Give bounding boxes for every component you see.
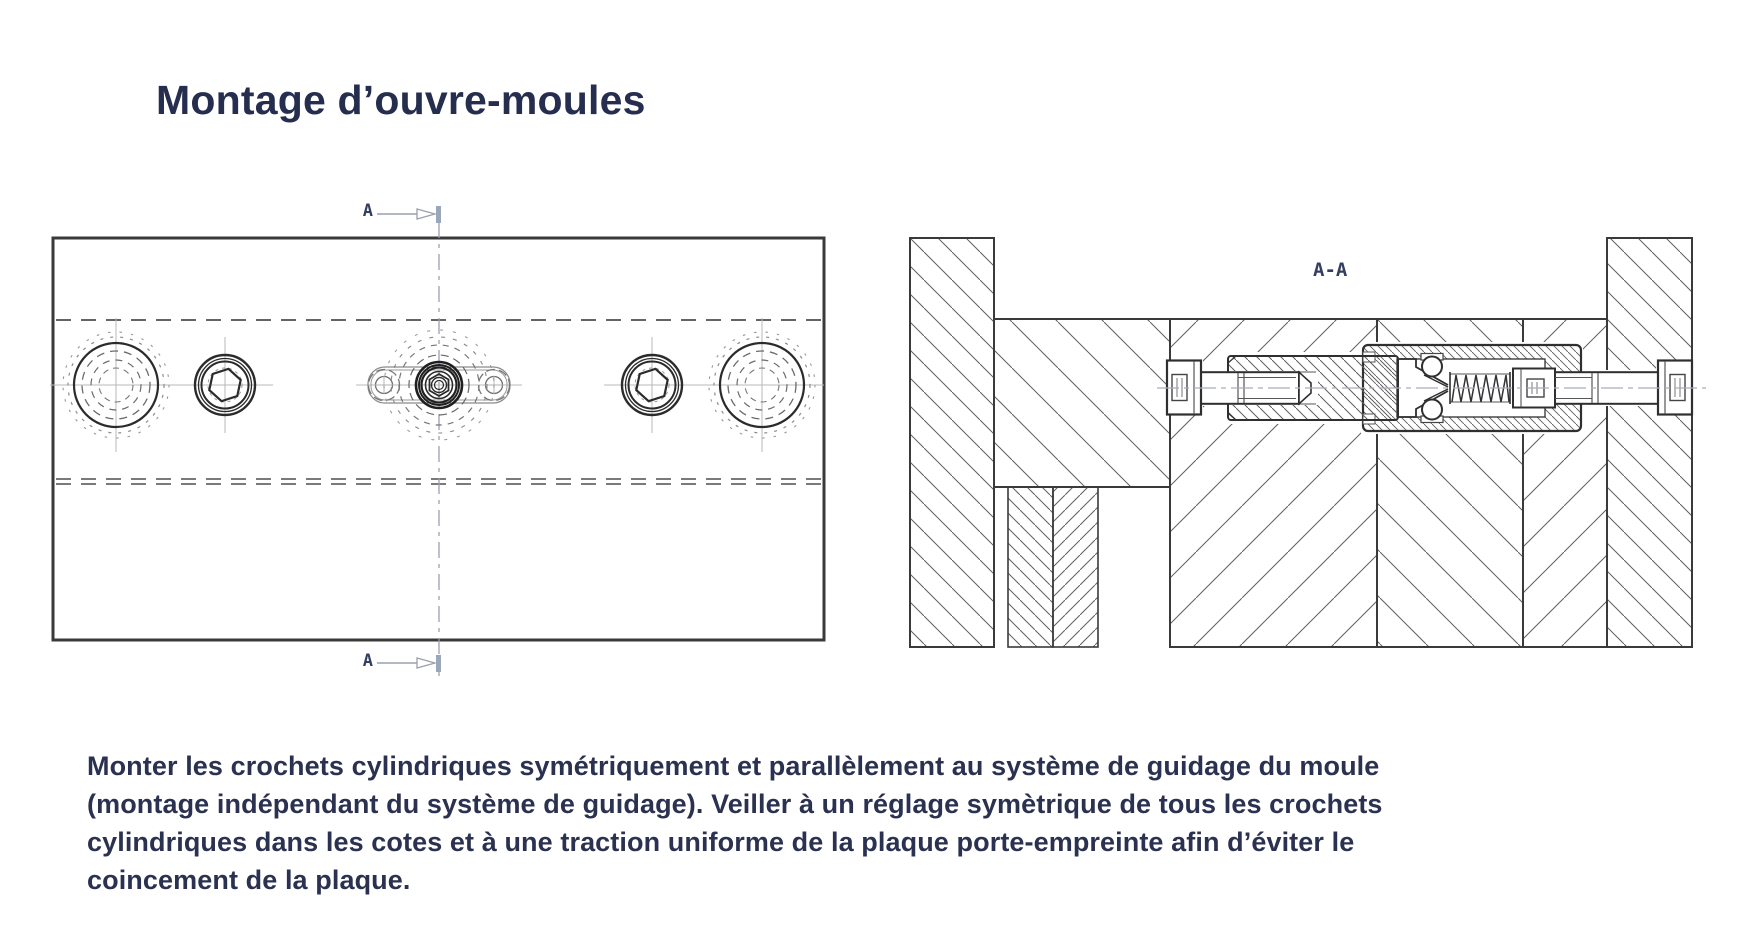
hook-hole-left [50, 318, 182, 452]
socket-screw-right [604, 337, 700, 433]
instruction-line: cylindriques dans les cotes et à une traction uniforme de la plaque porte-empreinte afin d’éviter le [87, 827, 1355, 857]
section-letter-bottom: A [362, 651, 373, 671]
page-title: Montage d’ouvre-moules [156, 77, 646, 124]
section-mark-tick [436, 655, 441, 672]
instruction-line: (montage indépendant du système de guidage). Veiller à un réglage symètrique de tous les crochets [87, 789, 1383, 819]
section-view [910, 238, 1706, 647]
section-mark-top [363, 201, 441, 223]
section-mark-tick [436, 206, 441, 223]
plate-upper-left [994, 319, 1170, 487]
plan-view [50, 201, 824, 676]
section-mark-bottom [363, 651, 441, 672]
instruction-line: coincement de la plaque. [87, 865, 411, 895]
instruction-text [87, 747, 1587, 899]
hook-hole-right [696, 318, 824, 452]
riser-bar-right [1053, 487, 1098, 647]
section-view-label: A-A [1313, 259, 1348, 281]
instruction-line: Monter les crochets cylindriques symétriquement et parallèlement au système de guidage du moule [87, 751, 1380, 781]
detent-ball-bottom [1422, 400, 1442, 420]
plate-clamp-right [1607, 238, 1692, 647]
riser-bar-left [1008, 487, 1053, 647]
detent-ball-top [1422, 357, 1442, 377]
plate-clamp-left [910, 238, 994, 647]
socket-screw-left [177, 337, 273, 433]
section-letter-top: A [362, 201, 373, 221]
